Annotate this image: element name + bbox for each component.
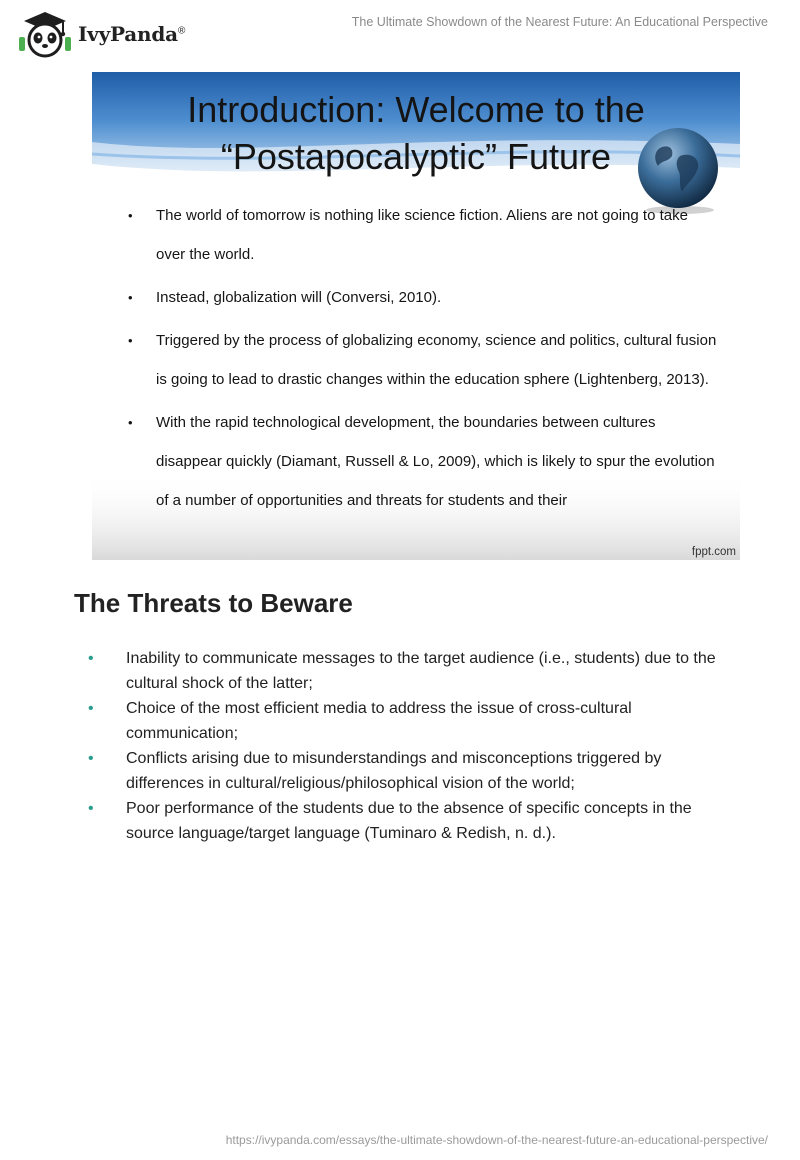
slide-bullet-text: The world of tomorrow is nothing like science fiction. Aliens are not going to take over the world.: [156, 207, 688, 263]
list-item: [88, 696, 738, 746]
bullet-marker: •: [88, 800, 94, 817]
bullet-marker: •: [128, 333, 133, 348]
slide-bullet-item: [128, 403, 718, 520]
list-item-text: Conflicts arising due to misunderstandings and misconceptions triggered by differences in cultural/religious/philosophical vision of the world;: [126, 750, 662, 792]
slide-bullet-list: [128, 196, 718, 524]
brand-name: IvyPanda®: [78, 22, 186, 46]
panda-graduate-icon: [16, 9, 74, 59]
slide-bullet-text: Triggered by the process of globalizing economy, science and politics, cultural fusion is going to lead to drastic changes within the education sphere (Lightenberg, 2013).: [156, 332, 717, 388]
bullet-marker: •: [88, 700, 94, 717]
list-item: [88, 646, 738, 696]
slide-watermark: fppt.com: [691, 546, 736, 558]
slide-title-line-1: Introduction: Welcome to the: [187, 89, 645, 130]
list-item: [88, 746, 738, 796]
threats-list: [88, 646, 738, 846]
section-heading: The Threats to Beware: [74, 588, 353, 618]
bullet-marker: •: [88, 750, 94, 767]
list-item-text: Choice of the most efficient media to address the issue of cross-cultural communication;: [126, 700, 632, 742]
list-item-text: Poor performance of the students due to the absence of specific concepts in the source language/target language (Tuminaro & Redish, n. d.).: [126, 800, 692, 842]
list-item-text: Inability to communicate messages to the target audience (i.e., students) due to the cultural shock of the latter;: [126, 650, 716, 692]
document-title: The Ultimate Showdown of the Nearest Future: An Educational Perspective: [351, 15, 768, 29]
list-item: [88, 796, 738, 846]
slide-title-line-2: “Postapocalyptic” Future: [220, 136, 612, 177]
bullet-marker: •: [128, 208, 133, 223]
bullet-marker: •: [128, 415, 133, 430]
bullet-marker: •: [128, 290, 133, 305]
slide-bullet-item: [128, 278, 718, 317]
source-url-link[interactable]: https://ivypanda.com/essays/the-ultimate-showdown-of-the-nearest-future-an-educational-perspective/: [225, 1133, 768, 1147]
slide-bullet-text: With the rapid technological development, the boundaries between cultures disappear quickly (Diamant, Russell & Lo, 2009), which is likely to spur the evolution of a number of opportunities and threats for students and their: [156, 414, 715, 509]
slide-bullet-item: [128, 196, 718, 274]
slide-bullet-item: [128, 321, 718, 399]
ivypanda-logo[interactable]: [16, 9, 191, 59]
bullet-marker: •: [88, 650, 94, 667]
slide-bullet-text: Instead, globalization will (Conversi, 2010).: [156, 289, 442, 306]
presentation-slide: [92, 72, 740, 560]
